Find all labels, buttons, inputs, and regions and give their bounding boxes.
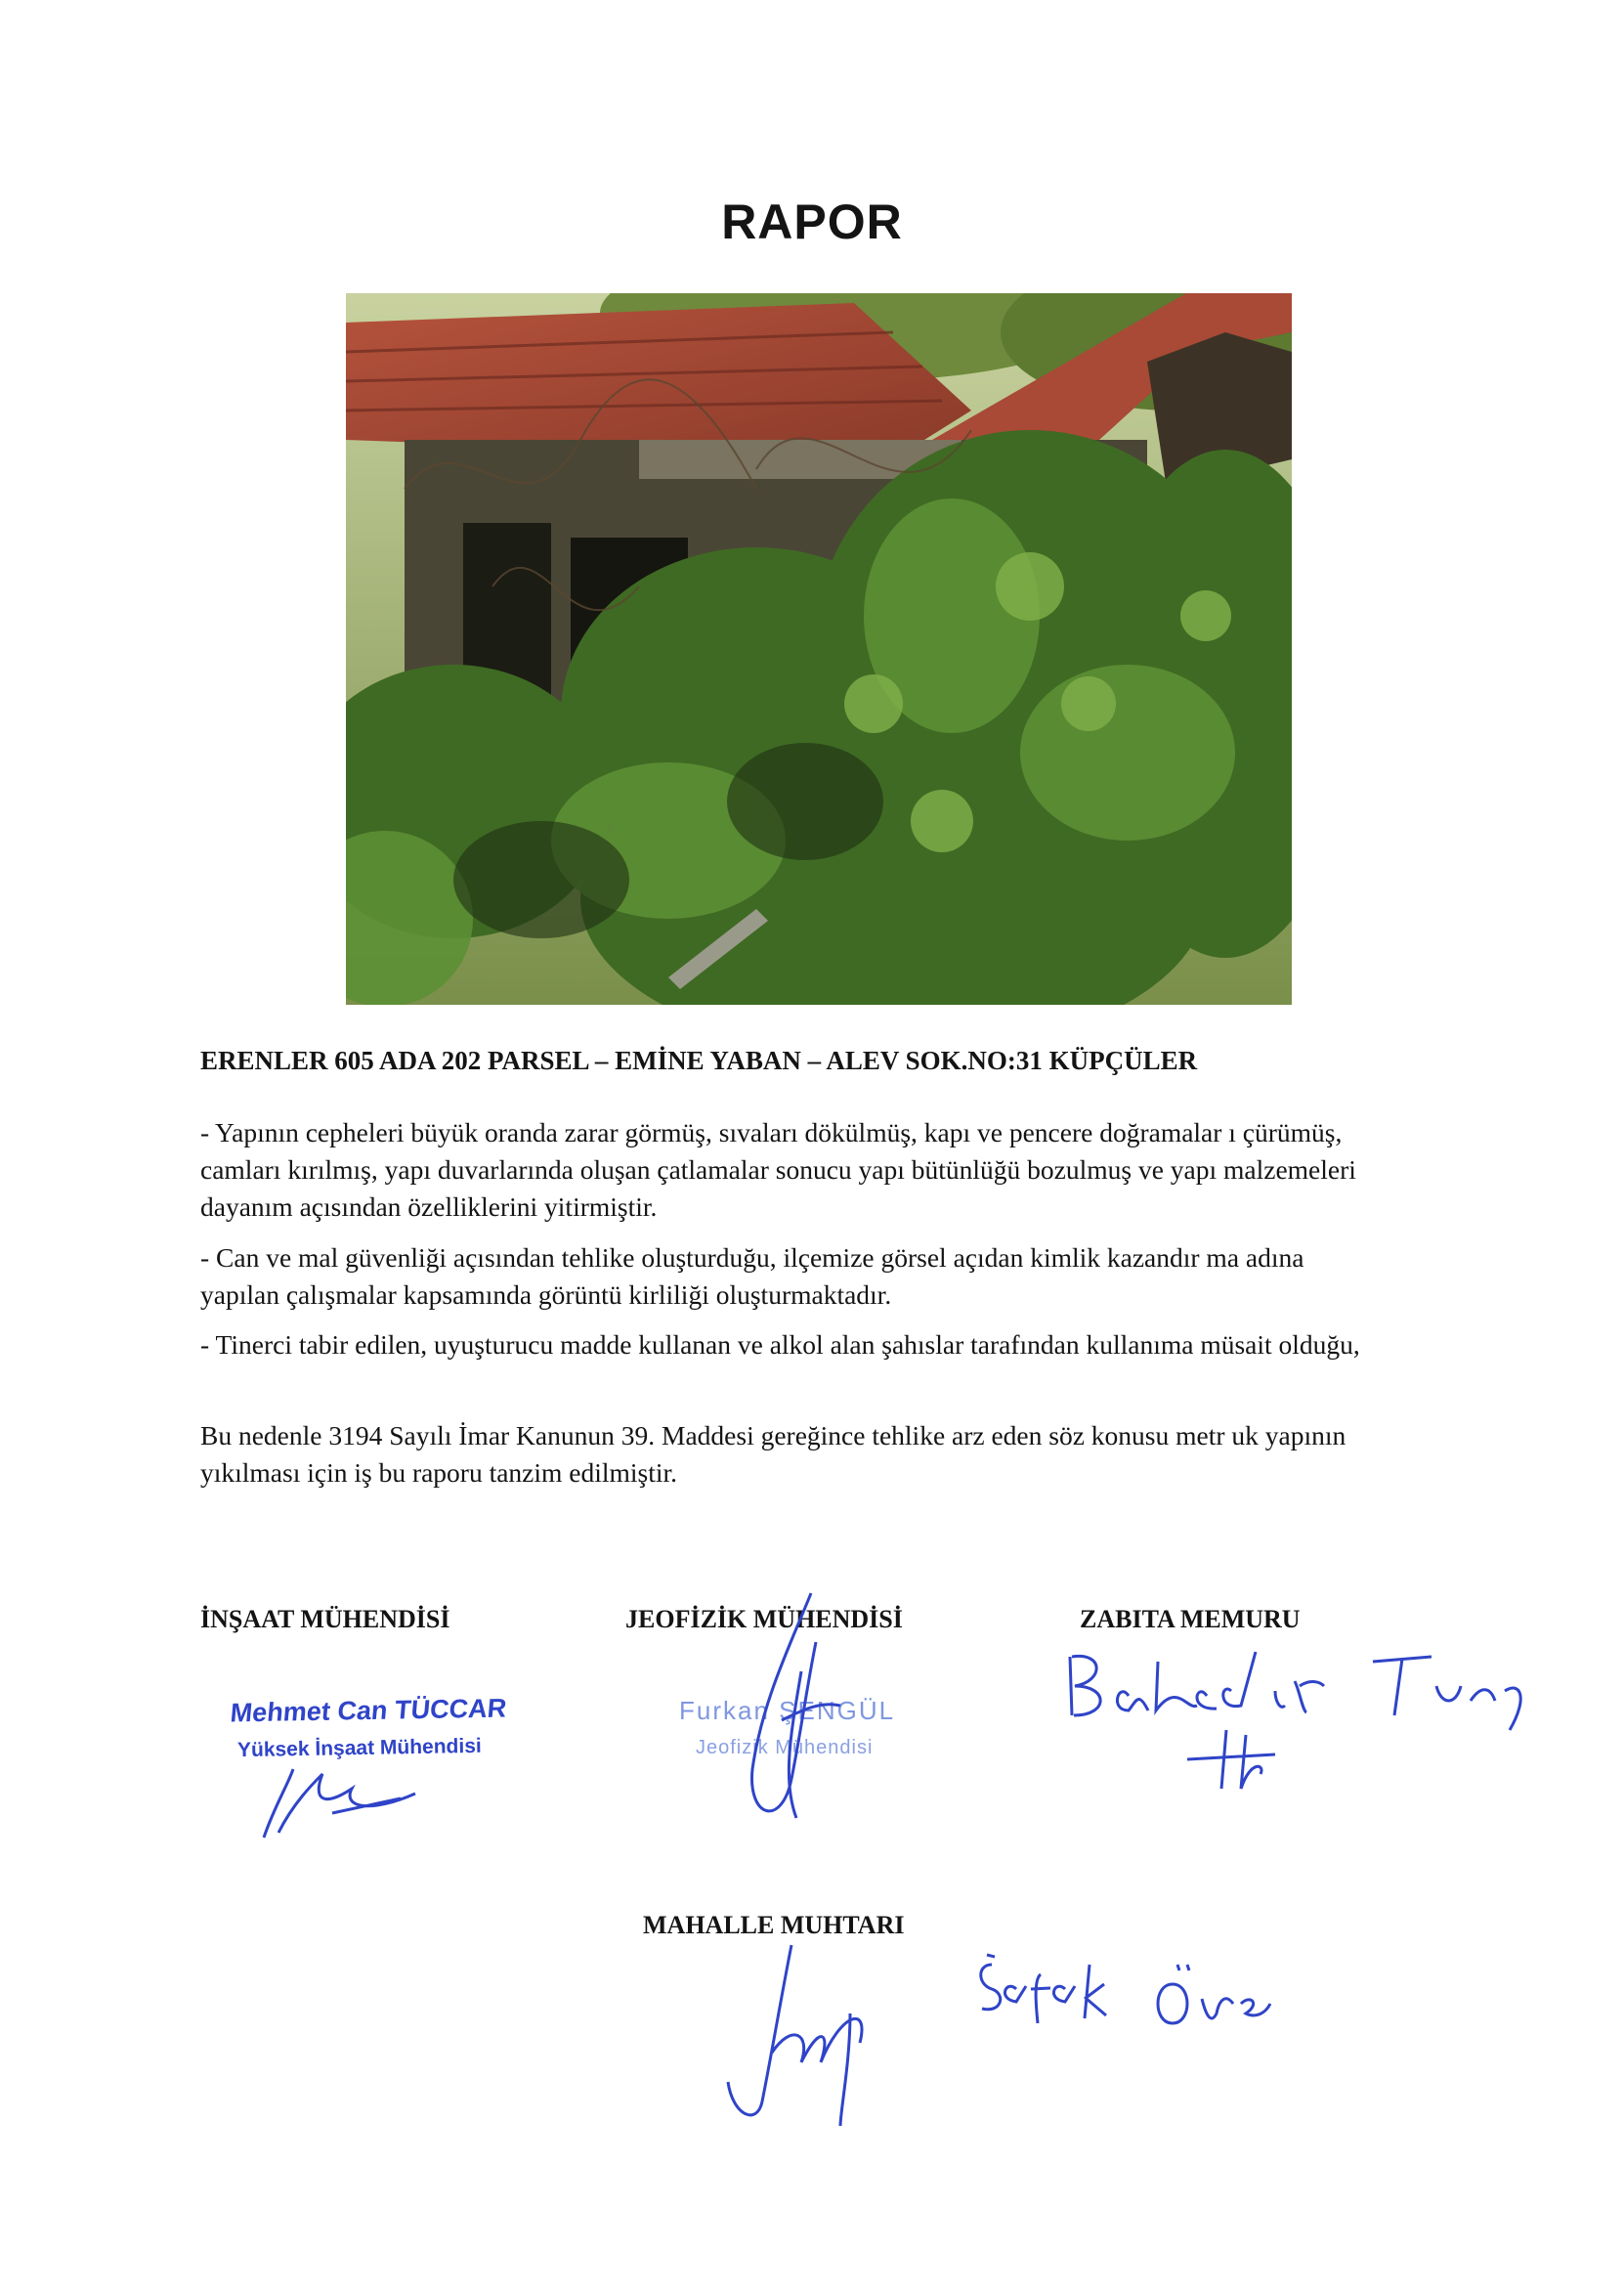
- signature-municipal-officer: [1050, 1642, 1539, 1798]
- building-photo: [346, 293, 1292, 1005]
- role-neighborhood-head: MAHALLE MUHTARI: [643, 1911, 905, 1939]
- building-photo-icon: [346, 293, 1292, 1005]
- handwritten-name-neighborhood-head: [967, 1945, 1280, 2053]
- role-municipal-officer: ZABITA MEMURU: [1080, 1605, 1301, 1633]
- role-geophysics-engineer: JEOFİZİK MÜHENDİSİ: [625, 1605, 903, 1633]
- paragraph-1: - Yapının cepheleri büyük oranda zarar görmüş, sıvaları dökülmüş, kapı ve pencere doğramalar ı çürümüş, camları kırılmış, yapı duvarlarında oluşan çatlamalar sonucu yapı bütünlüğü bozulmuş ve yapı malzemeleri dayanım açısından özelliklerini yitirmiştir.: [200, 1117, 1356, 1222]
- signature-civil-engineer: [235, 1754, 430, 1842]
- stamp-name-geophysics-engineer: Furkan ŞENGÜL: [679, 1696, 896, 1725]
- signature-geophysics-engineer: [723, 1583, 860, 1838]
- signature-neighborhood-head: [713, 1935, 928, 2131]
- report-title: RAPOR: [721, 195, 903, 249]
- role-civil-engineer: İNŞAAT MÜHENDİSİ: [200, 1605, 450, 1633]
- stamp-title-geophysics-engineer: Jeofizik Mühendisi: [696, 1737, 874, 1758]
- paragraph-4: Bu nedenle 3194 Sayılı İmar Kanunun 39. Maddesi gereğince tehlike arz eden söz konusu metr uk yapının yıkılması için iş bu raporu tanzim edilmiştir.: [200, 1420, 1346, 1488]
- stamp-title-civil-engineer: Yüksek İnşaat Mühendisi: [236, 1734, 482, 1762]
- paragraph-3: - Tinerci tabir edilen, uyuşturucu madde kullanan ve alkol alan şahıslar tarafından kullanıma müsait olduğu,: [200, 1329, 1360, 1360]
- stamp-name-civil-engineer: Mehmet Can TÜCCAR: [229, 1693, 508, 1728]
- paragraph-2: - Can ve mal güvenliği açısından tehlike oluşturduğu, ilçemize görsel açıdan kimlik kazandır ma adına yapılan çalışmalar kapsamında görüntü kirliliği oluşturmaktadır.: [200, 1242, 1304, 1310]
- report-heading: ERENLER 605 ADA 202 PARSEL – EMİNE YABAN – ALEV SOK.NO:31 KÜPÇÜLER: [200, 1046, 1198, 1075]
